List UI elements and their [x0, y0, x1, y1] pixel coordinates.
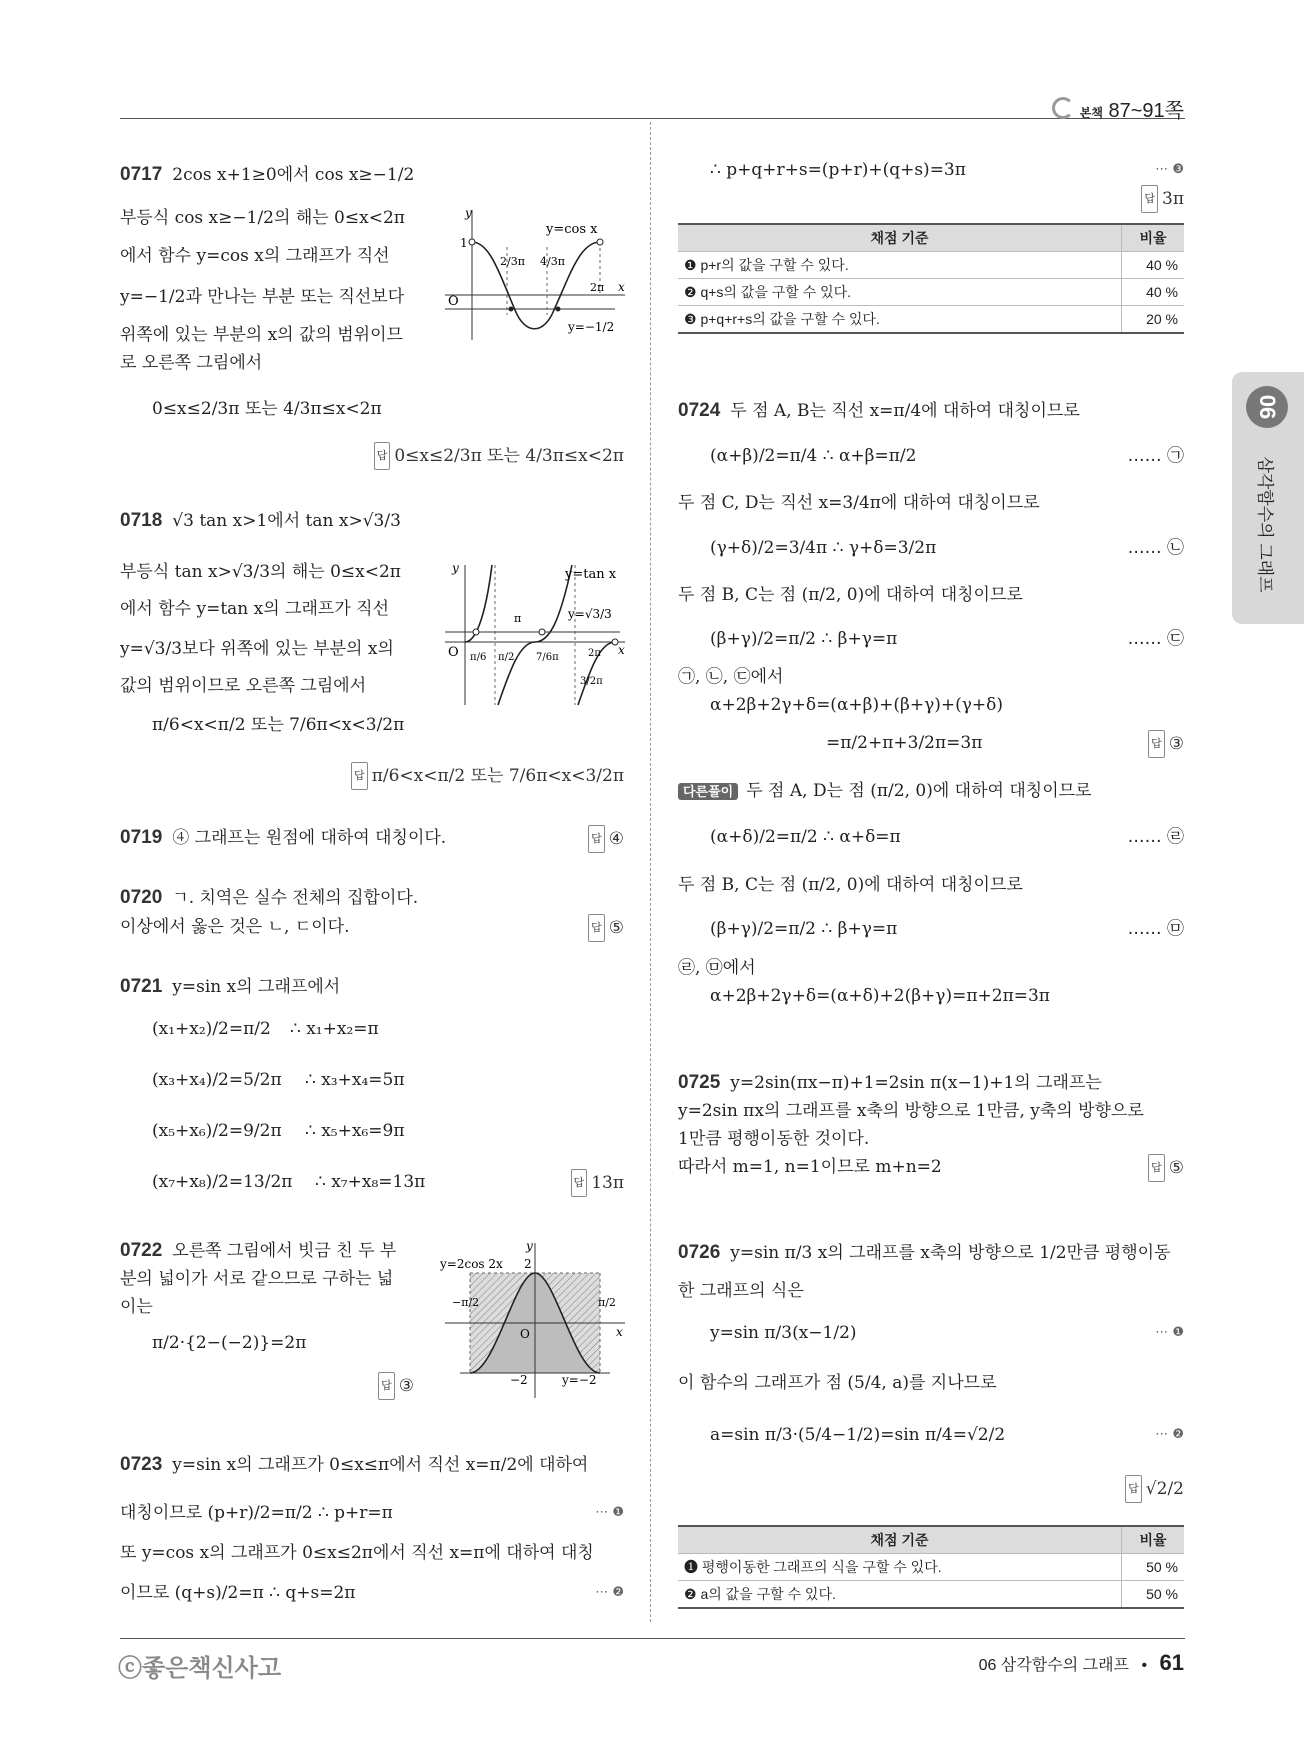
svg-text:x: x	[616, 1325, 623, 1339]
problem-0723-answer: 답 3π	[1141, 185, 1184, 213]
svg-text:O: O	[520, 1327, 530, 1341]
problem-0718-line-3: y=√3/3보다 위쪽에 있는 부분의 x의	[120, 639, 394, 659]
problem-0724-line-4: 두 점 B, C는 점 (π/2, 0)에 대하여 대칭이므로	[678, 585, 1023, 605]
svg-text:2: 2	[524, 1257, 532, 1271]
problem-number: 0718	[120, 510, 163, 531]
problem-0721-row-2-left: (x₅+x₆)/2=9/2π	[152, 1121, 282, 1141]
problem-0717-answer: 답 0≤x≤2/3π 또는 4/3π≤x<2π	[374, 442, 624, 470]
svg-text:O: O	[448, 645, 459, 660]
area-curve-label: y=2cos 2x	[440, 1257, 503, 1271]
answer-icon: 답	[1148, 1154, 1165, 1182]
problem-0721-row-2-right: ∴ x₅+x₆=9π	[305, 1121, 405, 1141]
problem-number: 0721	[120, 976, 163, 997]
problem-0720-line-1: 이상에서 옳은 것은 ㄴ, ㄷ이다.	[120, 917, 350, 937]
footer-chapter: 06 삼각함수의 그래프	[978, 1657, 1129, 1674]
problem-0720-line-0: 0720 ㄱ. 치역은 실수 전체의 집합이다.	[120, 887, 419, 908]
problem-0722-line-0: 0722 오른쪽 그림에서 빗금 친 두 부	[120, 1240, 397, 1261]
marker-e: …… ㉤	[1127, 919, 1184, 939]
cos-curve-label: y=cos x	[546, 222, 598, 237]
problem-0724-alt-line-1: (α+δ)/2=π/2 ∴ α+δ=π	[710, 827, 901, 847]
chapter-title: 삼각함수의 그래프	[1255, 456, 1275, 593]
problem-0725-line-0: 0725 y=2sin(πx−π)+1=2sin π(x−1)+1의 그래프는	[678, 1072, 1102, 1093]
problem-0726-line-0: 0726 y=sin π/3 x의 그래프를 x축의 방향으로 1/2만큼 평행이동	[678, 1242, 1171, 1263]
problem-0717-line-3: y=−1/2과 만나는 부분 또는 직선보다	[120, 287, 405, 307]
problem-0719-answer: 답 ④	[588, 825, 624, 853]
problem-0724-line-3: (γ+δ)/2=3/4π ∴ γ+δ=3/2π	[710, 538, 937, 558]
answer-icon: 답	[588, 825, 605, 853]
problem-0718-line-5: π/6<x<π/2 또는 7/6π<x<3/2π	[152, 715, 405, 735]
svg-text:π/6: π/6	[470, 652, 487, 663]
problem-0723-line-4: ∴ p+q+r+s=(p+r)+(q+s)=3π	[710, 160, 966, 180]
problem-0718-line-0: 0718 √3 tan x>1에서 tan x>√3/3	[120, 510, 401, 531]
problem-0724-alt-line-0: 다른풀이 두 점 A, D는 점 (π/2, 0)에 대하여 대칭이므로	[678, 778, 1091, 805]
problem-0721-row-3-right: ∴ x₇+x₈=13π	[315, 1172, 426, 1192]
svg-text:x: x	[618, 280, 625, 294]
answer-icon: 답	[1141, 185, 1158, 213]
chapter-number: 06	[1246, 386, 1288, 428]
svg-text:2π: 2π	[590, 281, 605, 294]
problem-0723-line-2: 또 y=cos x의 그래프가 0≤x≤2π에서 직선 x=π에 대하여 대칭	[120, 1543, 594, 1563]
problem-0724-alt-line-2: 두 점 B, C는 점 (π/2, 0)에 대하여 대칭이므로	[678, 875, 1023, 895]
problem-0724-line-8: =π/2+π+3/2π=3π	[826, 733, 983, 753]
problem-0717-line-5: 로 오른쪽 그림에서	[120, 353, 263, 373]
problem-0724-line-2: 두 점 C, D는 직선 x=3/4π에 대하여 대칭이므로	[678, 493, 1040, 513]
problem-0723-line-1: 대칭이므로 (p+r)/2=π/2 ∴ p+r=π	[120, 1503, 393, 1523]
step-marker-1: ⋯ ❶	[595, 1505, 624, 1520]
answer-icon: 답	[1125, 1475, 1142, 1503]
chapter-side-tab	[1232, 372, 1304, 624]
marker-c: …… ㉢	[1127, 629, 1184, 649]
problem-0717-line-2: 에서 함수 y=cos x의 그래프가 직선	[120, 246, 390, 266]
problem-number: 0724	[678, 400, 721, 421]
problem-number: 0722	[120, 1240, 163, 1261]
problem-0724-line-6: ㉠, ㉡, ㉢에서	[678, 667, 784, 687]
problem-0717-line-6: 0≤x≤2/3π 또는 4/3π≤x<2π	[152, 399, 382, 419]
problem-0717-line-0: 0717 2cos x+1≥0에서 cos x≥−1/2	[120, 164, 415, 185]
svg-text:7/6π: 7/6π	[536, 652, 559, 663]
svg-text:π/2: π/2	[498, 652, 515, 663]
problem-0717-line-4: 위쪽에 있는 부분의 x의 값의 범위이므	[120, 325, 403, 345]
problem-0725-line-2: 1만큼 평행이동한 것이다.	[678, 1129, 870, 1149]
alt-solution-badge: 다른풀이	[678, 783, 738, 800]
book-label: 본책	[1079, 106, 1103, 120]
problem-0721-answer: 답 13π	[571, 1169, 624, 1197]
problem-number: 0725	[678, 1072, 721, 1093]
problem-0724-answer: 답 ③	[1148, 730, 1184, 758]
marker-b: …… ㉡	[1127, 538, 1184, 558]
cos-line-label: y=−1/2	[568, 320, 615, 334]
svg-text:2/3π: 2/3π	[500, 255, 525, 268]
footer-line	[120, 1638, 1185, 1639]
step-marker-2: ⋯ ❷	[595, 1585, 624, 1600]
problem-0723-line-3: 이므로 (q+s)/2=π ∴ q+s=2π	[120, 1583, 356, 1603]
header-bar	[120, 118, 1185, 119]
book-icon	[1052, 97, 1074, 119]
problem-0724-line-0: 0724 두 점 A, B는 직선 x=π/4에 대하여 대칭이므로	[678, 400, 1080, 421]
problem-0726-line-4: a=sin π/3·(5/4−1/2)=sin π/4=√2/2	[710, 1425, 1006, 1445]
problem-0725-answer: 답 ⑤	[1148, 1154, 1184, 1182]
problem-0721-row-0-right: ∴ x₁+x₂=π	[290, 1019, 379, 1039]
problem-0722-line-3: π/2·{2−(−2)}=2π	[152, 1333, 307, 1353]
tan-graph	[440, 560, 630, 710]
problem-0724-line-1: (α+β)/2=π/4 ∴ α+β=π/2	[710, 446, 917, 466]
marker-d: …… ㉣	[1127, 827, 1184, 847]
svg-text:y: y	[452, 561, 459, 575]
criteria-table-0726: 채점 기준 비율 ❶ 평행이동한 그래프의 식을 구할 수 있다. 50 % ❷ a의 값을 구할 수 있다. 50 %	[678, 1525, 1184, 1609]
problem-0726-answer: 답 √2/2	[1125, 1475, 1184, 1503]
step-marker-2b: ⋯ ❷	[1155, 1427, 1184, 1442]
cos-graph	[440, 205, 630, 345]
tan-curve-label: y=tan x	[565, 567, 617, 582]
problem-0717-line-1: 부등식 cos x≥−1/2의 해는 0≤x<2π	[120, 208, 405, 228]
svg-text:−2: −2	[510, 1373, 528, 1387]
footer-page-info: 06 삼각함수의 그래프 • 61	[978, 1650, 1184, 1675]
problem-0721-row-0-left: (x₁+x₂)/2=π/2	[152, 1019, 271, 1039]
footer-copyright: ⓒ좋은책신사고	[118, 1655, 282, 1682]
problem-0724-alt-line-4: ㉣, ㉤에서	[678, 958, 756, 978]
svg-text:π/2: π/2	[598, 1296, 616, 1309]
problem-0724-line-7: α+2β+2γ+δ=(α+β)+(β+γ)+(γ+δ)	[710, 695, 1004, 715]
problem-number: 0720	[120, 887, 163, 908]
problem-number: 0719	[120, 827, 163, 848]
problem-0722-line-1: 분의 넓이가 서로 같으므로 구하는 넓	[120, 1269, 394, 1289]
tan-line-label: y=√3/3	[568, 607, 612, 621]
step-marker-3: ⋯ ❸	[1155, 162, 1184, 177]
answer-icon: 답	[588, 914, 605, 942]
marker-a: …… ㉠	[1127, 446, 1184, 466]
problem-0724-line-5: (β+γ)/2=π/2 ∴ β+γ=π	[710, 629, 898, 649]
svg-text:−π/2: −π/2	[452, 1296, 480, 1309]
answer-icon: 답	[378, 1372, 395, 1400]
svg-text:y: y	[526, 1239, 533, 1253]
problem-0726-line-1: 한 그래프의 식은	[678, 1281, 804, 1301]
problem-0721-intro: 0721 y=sin x의 그래프에서	[120, 976, 341, 997]
answer-icon: 답	[351, 762, 368, 790]
problem-number: 0717	[120, 164, 163, 185]
page-number: 61	[1159, 1650, 1184, 1675]
page-range: 87~91쪽	[1108, 100, 1184, 122]
svg-text:1: 1	[460, 236, 468, 250]
problem-0725-line-3: 따라서 m=1, n=1이므로 m+n=2	[678, 1157, 942, 1177]
step-marker-1b: ⋯ ❶	[1155, 1325, 1184, 1340]
problem-0722-answer: 답 ③	[378, 1372, 414, 1400]
answer-icon: 답	[374, 442, 391, 470]
problem-0721-row-3-left: (x₇+x₈)/2=13/2π	[152, 1172, 293, 1192]
problem-0718-line-1: 부등식 tan x>√3/3의 해는 0≤x<2π	[120, 562, 401, 582]
problem-number: 0726	[678, 1242, 721, 1263]
problem-number: 0723	[120, 1454, 163, 1475]
problem-0718-line-4: 값의 범위이므로 오른쪽 그림에서	[120, 676, 367, 696]
problem-0722-line-2: 이는	[120, 1297, 153, 1317]
answer-icon: 답	[1148, 730, 1165, 758]
answer-icon: 답	[571, 1169, 588, 1197]
svg-text:2π: 2π	[588, 648, 601, 659]
svg-text:3/2π: 3/2π	[580, 676, 603, 687]
problem-0721-row-1-right: ∴ x₃+x₄=5π	[305, 1070, 405, 1090]
svg-text:O: O	[448, 294, 459, 309]
problem-0723-line-0: 0723 y=sin x의 그래프가 0≤x≤π에서 직선 x=π/2에 대하여	[120, 1454, 589, 1475]
svg-text:4/3π: 4/3π	[540, 255, 565, 268]
column-divider	[650, 122, 651, 1622]
problem-0718-answer: 답 π/6<x<π/2 또는 7/6π<x<3/2π	[351, 762, 624, 790]
problem-0725-line-1: y=2sin πx의 그래프를 x축의 방향으로 1만큼, y축의 방향으로	[678, 1101, 1144, 1121]
svg-text:y: y	[465, 206, 472, 220]
problem-0718-line-2: 에서 함수 y=tan x의 그래프가 직선	[120, 599, 390, 619]
problem-0719: 0719 ④ 그래프는 원점에 대하여 대칭이다.	[120, 827, 447, 848]
area-line-label: y=−2	[562, 1373, 597, 1387]
problem-0724-alt-line-3: (β+γ)/2=π/2 ∴ β+γ=π	[710, 919, 898, 939]
svg-text:x: x	[618, 643, 625, 657]
problem-0726-line-3: 이 함수의 그래프가 점 (5/4, a)를 지나므로	[678, 1373, 997, 1393]
problem-0721-row-1-left: (x₃+x₄)/2=5/2π	[152, 1070, 282, 1090]
header-page-ref	[1052, 94, 1184, 123]
problem-0724-alt-line-5: α+2β+2γ+δ=(α+δ)+2(β+γ)=π+2π=3π	[710, 986, 1050, 1006]
problem-0726-line-2: y=sin π/3(x−1/2)	[710, 1323, 857, 1343]
svg-text:π: π	[514, 612, 522, 625]
criteria-table-0723: 채점 기준 비율 ❶ p+r의 값을 구할 수 있다. 40 % ❷ q+s의 값을 구할 수 있다. 40 % ❸ p+q+r+s의 값을 구할 수 있다. 20 %	[678, 223, 1184, 334]
problem-0720-answer: 답 ⑤	[588, 914, 624, 942]
area-graph	[440, 1238, 630, 1403]
